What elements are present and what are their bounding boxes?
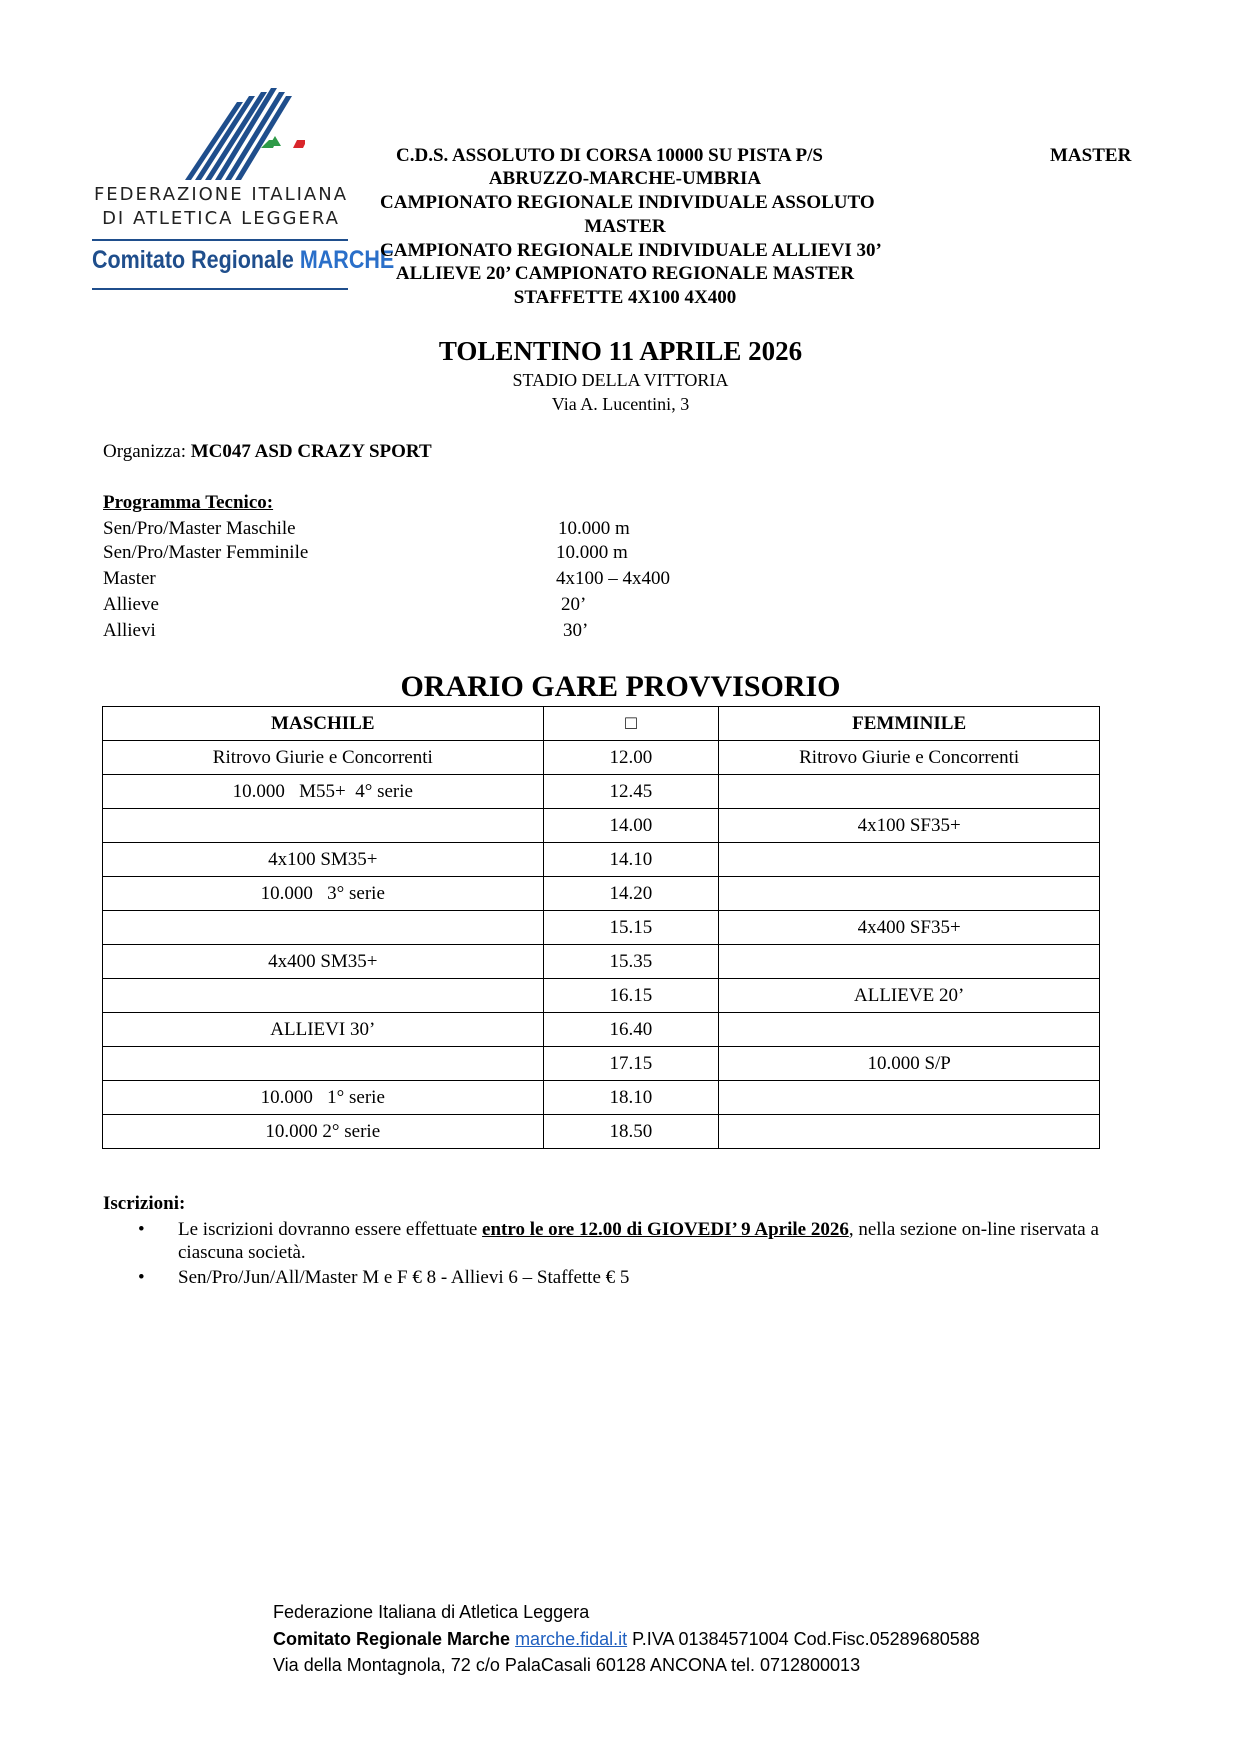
header-line-2: ABRUZZO-MARCHE-UMBRIA	[488, 168, 762, 189]
schedule-header-row	[103, 707, 1100, 741]
header-line-3: CAMPIONATO REGIONALE INDIVIDUALE ASSOLUTO	[380, 192, 875, 213]
registration-deadline: entro le ore 12.00 di GIOVEDI’ 9 Aprile 2026	[482, 1219, 849, 1240]
schedule-femminile-cell: 4x100 SF35+	[719, 809, 1100, 843]
organizer-name: MC047 ASD CRAZY SPORT	[190, 441, 432, 462]
schedule-body	[103, 741, 1100, 1149]
schedule-maschile-cell	[103, 979, 544, 1013]
schedule-row	[103, 1013, 1100, 1047]
schedule-time-cell: 16.15	[543, 979, 719, 1013]
logo-committee	[92, 246, 395, 275]
footer-address: Via della Montagnola, 72 c/o PalaCasali 60128 ANCONA tel. 0712800013	[273, 1655, 861, 1675]
schedule-row	[103, 843, 1100, 877]
event-venue: STADIO DELLA VITTORIA	[512, 370, 729, 390]
header-maschile: MASCHILE	[103, 707, 544, 741]
schedule-femminile-cell	[719, 945, 1100, 979]
schedule-femminile-cell	[719, 1115, 1100, 1149]
registration-list	[103, 1218, 1133, 1291]
logo-committee-prefix: Comitato Regionale	[92, 246, 294, 274]
registration-text: Le iscrizioni dovranno essere effettuate	[178, 1219, 483, 1240]
program-title: Programma Tecnico:	[103, 492, 274, 513]
schedule-time-cell: 14.00	[543, 809, 719, 843]
schedule-time-cell: 17.15	[543, 1047, 719, 1081]
program-value: 20’	[561, 594, 587, 615]
schedule-row	[103, 979, 1100, 1013]
header-master-tag: MASTER	[1050, 145, 1132, 166]
registration-fees: Sen/Pro/Jun/All/Master M e F € 8 - Allievi 6 – Staffette € 5	[178, 1267, 630, 1288]
schedule-maschile-cell	[103, 809, 544, 843]
schedule-femminile-cell	[719, 775, 1100, 809]
schedule-table	[102, 706, 1100, 1149]
schedule-time-cell: 18.50	[543, 1115, 719, 1149]
schedule-femminile-cell: Ritrovo Giurie e Concorrenti	[719, 741, 1100, 775]
schedule-maschile-cell: 10.000 M55+ 4° serie	[103, 775, 544, 809]
footer-line-2	[273, 1629, 980, 1650]
registration-title: Iscrizioni:	[103, 1193, 186, 1214]
schedule-maschile-cell: 10.000 2° serie	[103, 1115, 544, 1149]
schedule-femminile-cell: 4x400 SF35+	[719, 911, 1100, 945]
event-title: TOLENTINO 11 APRILE 2026	[438, 336, 803, 366]
program-row	[103, 518, 753, 542]
footer-ids: P.IVA 01384571004 Cod.Fisc.05289680588	[632, 1629, 980, 1649]
program-value: 30’	[563, 620, 589, 641]
program-category: Allievi	[103, 620, 156, 641]
schedule-title: ORARIO GARE PROVVISORIO	[400, 670, 841, 703]
schedule-maschile-cell: ALLIEVI 30’	[103, 1013, 544, 1047]
logo-line-1: FEDERAZIONE ITALIANA	[93, 184, 349, 205]
schedule-maschile-cell: Ritrovo Giurie e Concorrenti	[103, 741, 544, 775]
program-value: 10.000 m	[556, 542, 628, 563]
header-line-6: ALLIEVE 20’ CAMPIONATO REGIONALE MASTER	[395, 263, 855, 284]
program-value: 10.000 m	[558, 518, 630, 539]
schedule-row	[103, 809, 1100, 843]
fidal-logo-mark-icon	[155, 88, 305, 180]
program-row	[103, 620, 753, 644]
logo-committee-region: MARCHE	[299, 246, 395, 274]
header-line-5: CAMPIONATO REGIONALE INDIVIDUALE ALLIEVI 30’	[380, 240, 882, 261]
logo-rule-top	[92, 239, 348, 241]
registration-text-end: , nella sezione on-line riservata a ciascuna società.	[178, 1219, 1099, 1263]
schedule-row	[103, 775, 1100, 809]
schedule-femminile-cell	[719, 1081, 1100, 1115]
schedule-femminile-cell	[719, 843, 1100, 877]
program-category: Allieve	[103, 594, 159, 615]
logo-rule-bottom	[92, 288, 348, 290]
schedule-time-cell: 15.35	[543, 945, 719, 979]
footer-website-link[interactable]: marche.fidal.it	[515, 1629, 628, 1649]
schedule-maschile-cell: 10.000 1° serie	[103, 1081, 544, 1115]
schedule-maschile-cell: 4x400 SM35+	[103, 945, 544, 979]
schedule-maschile-cell: 10.000 3° serie	[103, 877, 544, 911]
program-row	[103, 568, 753, 592]
fidal-logo	[90, 88, 395, 296]
registration-item	[178, 1218, 1133, 1264]
schedule-row	[103, 741, 1100, 775]
schedule-maschile-cell	[103, 1047, 544, 1081]
schedule-time-cell: 15.15	[543, 911, 719, 945]
program-category: Sen/Pro/Master Maschile	[103, 518, 296, 539]
schedule-row	[103, 945, 1100, 979]
program-row	[103, 542, 753, 566]
schedule-time-cell: 14.20	[543, 877, 719, 911]
header-line-1: C.D.S. ASSOLUTO DI CORSA 10000 SU PISTA P/S	[396, 145, 823, 166]
schedule-row	[103, 1047, 1100, 1081]
schedule-femminile-cell: 10.000 S/P	[719, 1047, 1100, 1081]
schedule-femminile-cell: ALLIEVE 20’	[719, 979, 1100, 1013]
program-category: Sen/Pro/Master Femminile	[103, 542, 309, 563]
organizer	[103, 441, 432, 463]
schedule-row	[103, 1081, 1100, 1115]
schedule-time-cell: 16.40	[543, 1013, 719, 1047]
header-time-symbol: □	[543, 707, 719, 741]
header-line-4: MASTER	[584, 216, 666, 237]
schedule-row	[103, 911, 1100, 945]
schedule-femminile-cell	[719, 1013, 1100, 1047]
schedule-maschile-cell	[103, 911, 544, 945]
footer-federation: Federazione Italiana di Atletica Leggera	[273, 1602, 590, 1622]
schedule-time-cell: 12.45	[543, 775, 719, 809]
program-value: 4x100 – 4x400	[556, 568, 670, 589]
header-femminile: FEMMINILE	[719, 707, 1100, 741]
schedule-femminile-cell	[719, 877, 1100, 911]
schedule-time-cell: 12.00	[543, 741, 719, 775]
program-category: Master	[103, 568, 156, 589]
program-row	[103, 594, 753, 618]
schedule-row	[103, 877, 1100, 911]
event-address: Via A. Lucentini, 3	[551, 394, 690, 414]
schedule-time-cell: 14.10	[543, 843, 719, 877]
organizer-label: Organizza:	[103, 441, 186, 462]
header-line-7: STAFFETTE 4X100 4X400	[513, 287, 737, 308]
schedule-row	[103, 1115, 1100, 1149]
logo-line-2: DI ATLETICA LEGGERA	[102, 208, 340, 229]
footer-org: Comitato Regionale Marche	[273, 1629, 511, 1649]
schedule-time-cell: 18.10	[543, 1081, 719, 1115]
registration-item	[178, 1266, 1133, 1289]
schedule-maschile-cell: 4x100 SM35+	[103, 843, 544, 877]
